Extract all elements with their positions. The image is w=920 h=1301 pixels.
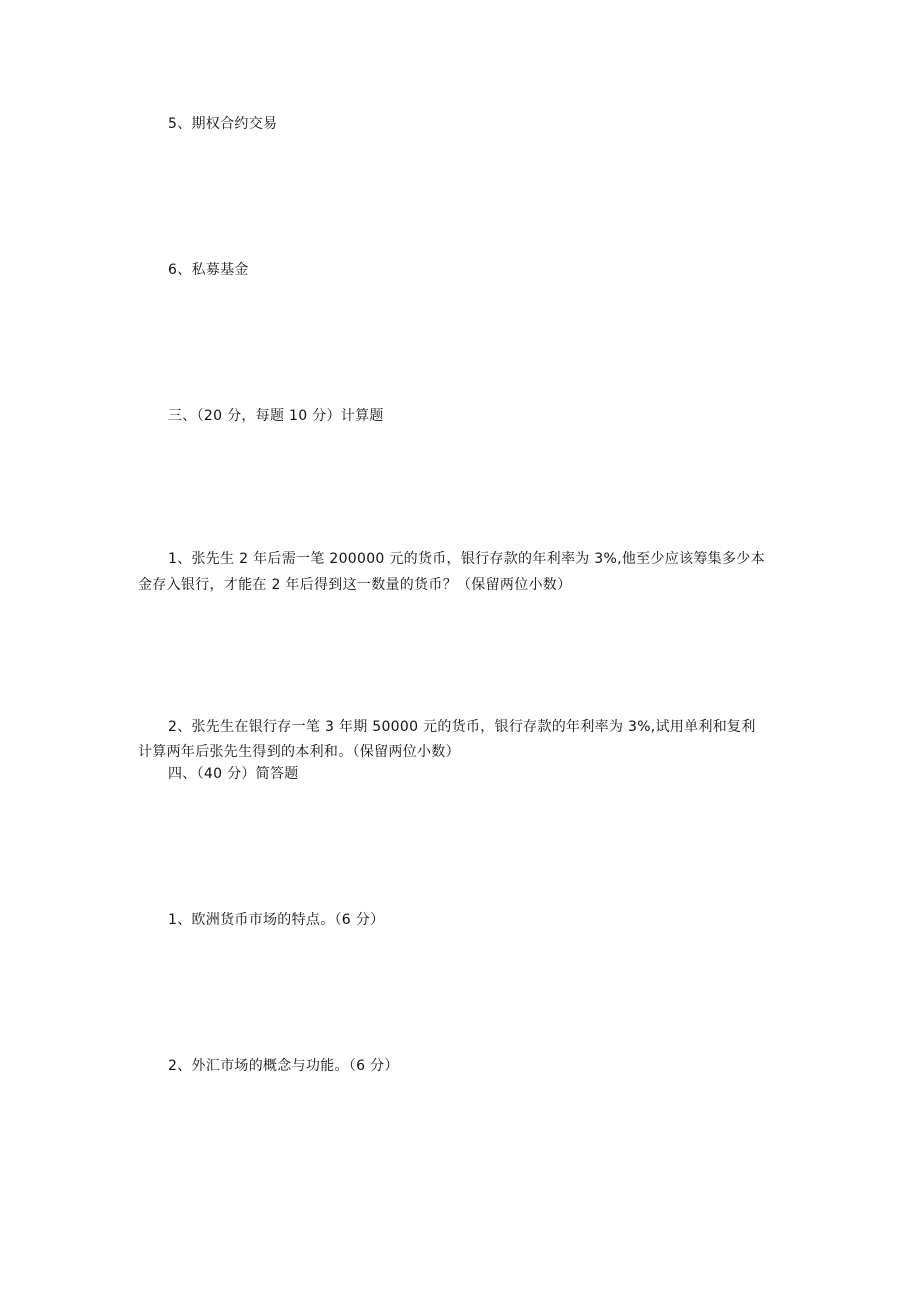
short-answer-question-2: 2、外汇市场的概念与功能。（6 分）: [168, 1058, 399, 1074]
question-5-term: 5、期权合约交易: [168, 116, 278, 132]
section-4-heading: 四、（40 分）简答题: [168, 766, 299, 782]
calc-question-2-line-2: 计算两年后张先生得到的本利和。（保留两位小数）: [138, 744, 460, 760]
calc-question-2-line-1: 2、张先生在银行存一笔 3 年期 50000 元的货币，银行存款的年利率为 3%,试用单利和复利: [168, 719, 756, 735]
short-answer-question-1: 1、欧洲货币市场的特点。（6 分）: [168, 912, 385, 928]
calc-question-1-line-1: 1、张先生 2 年后需一笔 200000 元的货币，银行存款的年利率为 3%,他至少应该筹集多少本: [168, 551, 765, 567]
question-6-term: 6、私募基金: [168, 262, 249, 278]
section-3-heading: 三、（20 分，每题 10 分）计算题: [168, 408, 384, 424]
calc-question-1-line-2: 金存入银行，才能在 2 年后得到这一数量的货币？（保留两位小数）: [138, 577, 572, 593]
